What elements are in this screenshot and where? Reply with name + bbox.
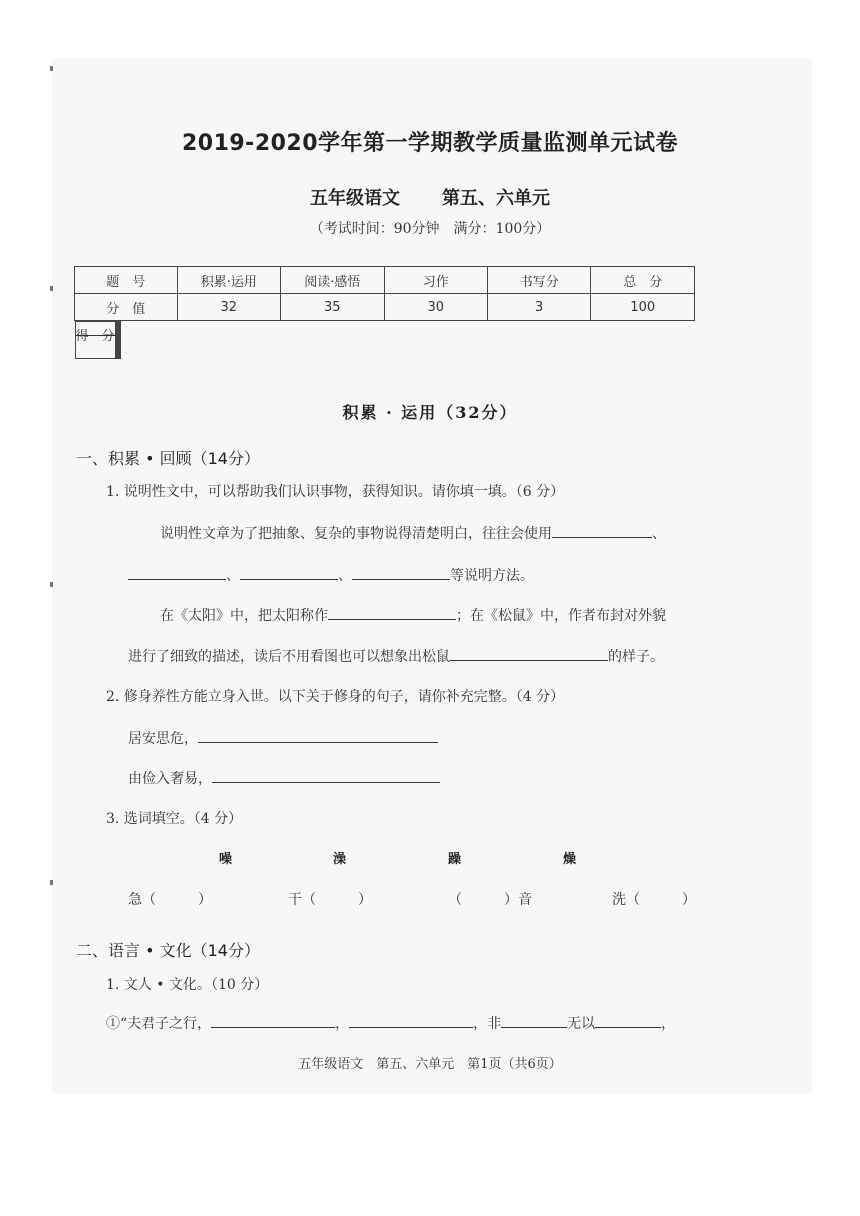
q3-prompt: 3. 选词填空。（4 分） [106,811,243,827]
score-table-cell: 32 [177,294,280,321]
margin-mark [50,880,53,885]
q1-line1-end: 、 [652,526,666,542]
score-table-row-label: 分 值 [75,294,178,321]
score-table-score-row [75,321,121,336]
page-footer: 五年级语文 第五、六单元 第1页（共6页） [298,1057,562,1072]
q2-line1-text: 居安思危， [128,731,198,747]
score-table-cell: 100 [591,294,695,321]
p2-q1-line1-d: ， [661,1016,676,1032]
fill-item[interactable]: （ ）音 [448,892,532,908]
score-table-header: 习作 [384,267,487,294]
margin-mark [50,582,53,587]
exam-subtitle [0,184,860,210]
answer-blank[interactable] [595,1013,661,1028]
score-table-header: 总 分 [591,267,695,294]
choice-char: 躁 [448,852,462,867]
score-table-row-label: 得 分 [75,322,115,359]
answer-blank[interactable] [198,728,438,743]
q1-line2-end: 等说明方法。 [450,568,534,584]
q1-line4 [128,646,664,666]
section-title: 积累 · 运用（32分） [342,403,518,422]
score-table-cell: 35 [281,294,384,321]
comma: ， [335,1016,350,1032]
q1-line4-a: 进行了细致的描述，读后不用看图也可以想象出松鼠 [128,649,450,665]
q1-prompt: 1. 说明性文中，可以帮助我们认识事物，获得知识。请你填一填。（6 分） [106,484,565,500]
score-table-header: 题 号 [75,267,178,294]
separator: 、 [226,568,240,584]
p2-q1-line1 [106,1013,675,1033]
fill-item[interactable]: 急（ ） [128,892,212,908]
answer-blank[interactable] [349,1013,473,1028]
q1-line4-b: 的样子。 [608,649,664,665]
part1-heading: 一、积累 • 回顾（14分） [76,449,260,468]
q2-prompt: 2. 修身养性方能立身入世。以下关于修身的句子，请你补充完整。（4 分） [106,689,565,705]
margin-mark [50,286,53,291]
margin-mark [50,66,53,71]
q2-line2-text: 由俭入奢易， [128,771,212,787]
answer-blank[interactable] [501,1013,567,1028]
answer-blank[interactable] [240,565,338,580]
score-table-values-row [75,294,695,321]
score-table-header: 阅读·感悟 [281,267,384,294]
choice-char: 噪 [219,852,233,867]
q2-line1 [128,728,438,748]
exam-title: 2019-2020学年第一学期教学质量监测单元试卷 [181,131,679,156]
q1-line3 [160,605,666,625]
answer-blank[interactable] [212,768,440,783]
q1-line3-a: 在《太阳》中，把太阳称作 [160,608,328,624]
score-table-header: 书写分 [487,267,590,294]
p2-q1-line1-b: ，非 [473,1016,502,1032]
score-table [74,266,695,344]
answer-blank[interactable] [328,605,456,620]
part2-heading: 二、语言 • 文化（14分） [76,941,260,960]
choice-char: 澡 [333,852,347,867]
answer-blank[interactable] [352,565,450,580]
exam-note: （考试时间：90分钟 满分：100分） [309,221,551,237]
score-table-header-row [75,267,695,294]
answer-blank[interactable] [128,565,226,580]
answer-blank[interactable] [211,1013,335,1028]
q1-line3-b: ；在《松鼠》中，作者布封对外貌 [456,608,666,624]
score-table-header: 积累·运用 [177,267,280,294]
grade-subject: 五年级语文 [310,188,400,209]
fill-item[interactable]: 洗（ ） [612,892,696,908]
score-table-cell: 3 [487,294,590,321]
unit-label: 第五、六单元 [442,188,550,209]
p2-q1-prompt: 1. 文人 • 文化。（10 分） [106,977,269,993]
q1-line2 [128,565,534,585]
p2-q1-line1-c: 无以 [567,1016,596,1032]
answer-blank[interactable] [450,646,608,661]
choice-char: 燥 [563,852,577,867]
score-entry-cell[interactable] [119,322,120,359]
q1-line1 [160,523,666,543]
fill-item[interactable]: 干（ ） [288,892,372,908]
answer-blank[interactable] [552,523,652,538]
p2-q1-line1-a: ①“夫君子之行， [106,1016,212,1032]
q2-line2 [128,768,440,788]
q1-line1-text: 说明性文章为了把抽象、复杂的事物说得清楚明白，往往会使用 [160,526,552,542]
separator: 、 [338,568,352,584]
score-table-cell: 30 [384,294,487,321]
